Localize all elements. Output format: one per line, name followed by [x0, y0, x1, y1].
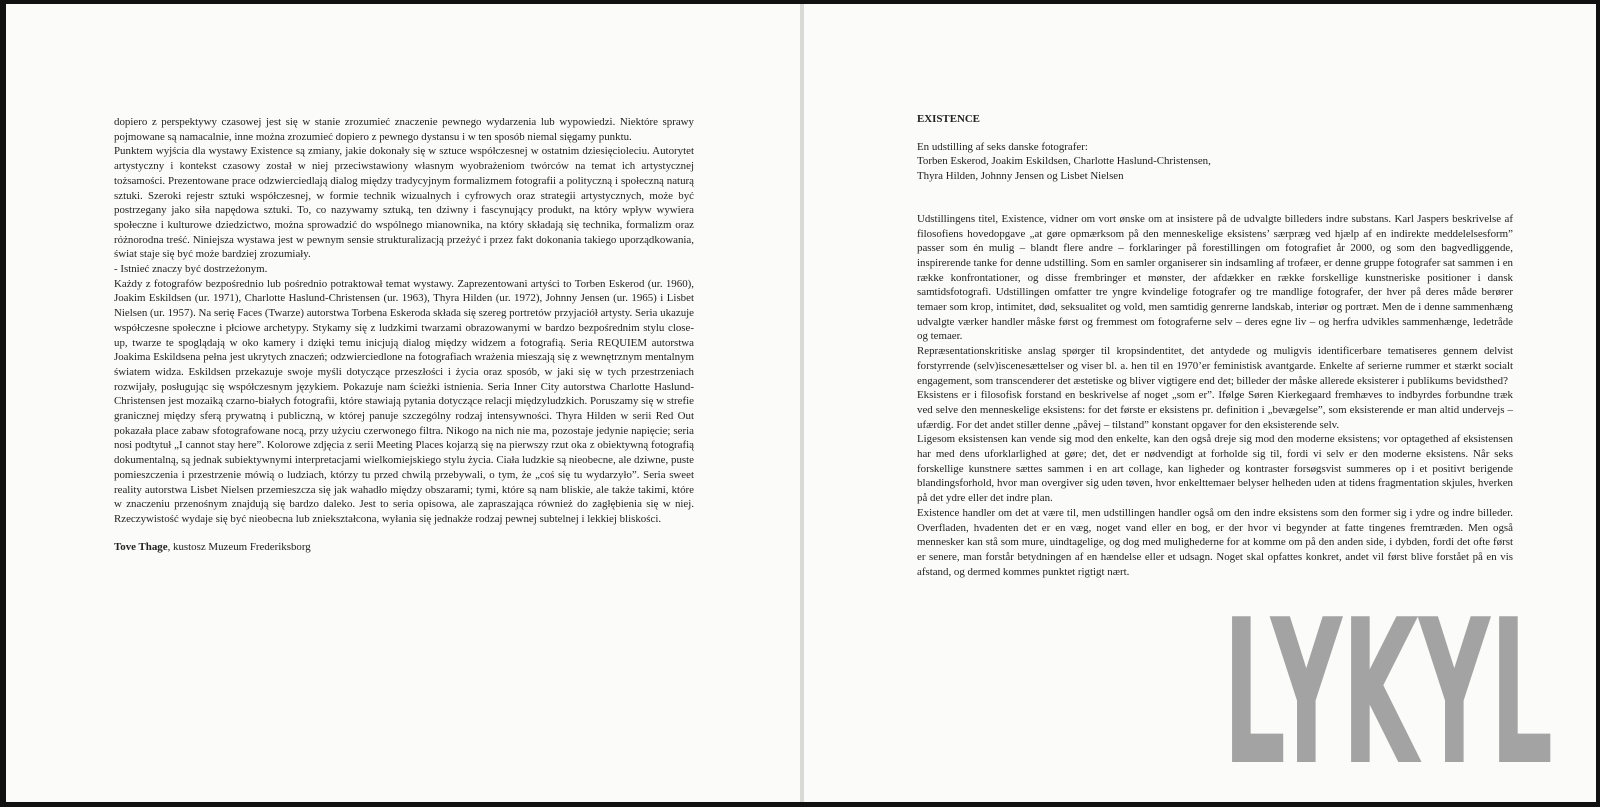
section-heading: EXISTENCE: [917, 113, 980, 125]
paragraph: - Istnieć znaczy być dostrzeżonym.: [114, 263, 268, 276]
lykyl-watermark: [1218, 612, 1558, 772]
paragraph: Existence handler om det at være til, men udstillingen handler også om den indre eksistens som den former sig i ydre og indre billeder. Overfladen, hvadenten det er en væg, noget vand eller en bog, er der hvor vi begynder at fatte tingenes fremtræden. Men også mennesker kan stå som mure, uindtagelige, og dog med mulighederne for at komme om på den anden side, i dybden, fordi det ofte først er senere, man forstår betydningen af en hændelse eller et udsagn. Noget skal opfattes konkret, andet vil først blive forstået på en vis afstand, og dermed kommes punktet rigtigt nært.: [917, 506, 1513, 578]
intro-line: Thyra Hilden, Johnny Jensen og Lisbet Nielsen: [917, 170, 1124, 183]
polish-text-column: [114, 115, 694, 554]
left-page: [6, 4, 800, 802]
paragraph: Punktem wyjścia dla wystawy Existence są zmiany, jakie dokonały się w sztuce współczesnej w ostatnim dziesięcioleciu. Autorytet artystyczny i kontekst czasowy został w niej przeciwstawiony własnym wyobrażeniom twórców na temat ich artystycznej tożsamości. Prezentowane prace odzwierciedlają dialog między tradycyjnym formalizmem fotografii a polityczną i społeczną naturą sztuki. Szeroki rejestr sztuki współczesnej, w formie technik wizualnych i cyfrowych oraz strategii artystycznych, może być postrzegany jako siła napędowa sztuki. To, co nazywamy sztuką, ten dziwny i fascynujący produkt, na który wpływ wywiera społeczne i kulturowe dziedzictwo, można sprowadzić do wspólnego mianownika, na który składają się technika, formalizm oraz różnorodna treść. Niniejsza wystawa jest w pewnym sensie strukturalizacją przeżyć i przez fakt dokonania takiego uporządkowania, świat staje się być może bardziej zrozumiały.: [114, 145, 694, 261]
signature-name: Tove Thage: [114, 540, 168, 553]
paragraph: Każdy z fotografów bezpośrednio lub pośrednio potraktował temat wystawy. Zaprezentowani artyści to Torben Eskerod (ur. 1960), Joakim Eskildsen (ur. 1971), Charlotte Haslund-Christensen (ur. 1963), Thyra Hilden (ur. 1972), Johnny Jensen (ur. 1965) i Lisbet Nielsen (ur. 1957). Na serię Faces (Twarze) autorstwa Torbena Eskeroda składa się szereg portretów przyjaciół artysty. Seria ukazuje współczesne społeczne i płciowe archetypy. Stykamy się z ludzkimi twarzami obrazowanymi w bardzo bezpośrednim stylu close-up, twarze te spoglądają w oko kamery i dzięki temu inicjują dialog między widzem a fotografią. Seria REQUIEM autorstwa Joakima Eskildsena pełna jest ukrytych znaczeń; odzwierciedlone na fotografiach wrażenia mieszają się z wewnętrznym mentalnym światem widza. Eskildsen przekazuje swoje myśli dotyczące przeszłości i życia oraz sposób, w jaki się w tych przestrzeniach rozwijały, posługując się współczesnym językiem. Pokazuje nam ścieżki istnienia. Seria Inner City autorstwa Charlotte Haslund-Christensen jest mozaiką czarno-białych fotografii, które stawiają pytania dotyczące relacji międzyludzkich. Poruszamy się w strefie granicznej między sferą prywatną i publiczną, w której panuje szczególny rodzaj intensywności. Thyra Hilden w serii Red Out pokazała place zabaw sfotografowane nocą, przy użyciu czerwonego filtra. Nikogo na nich nie ma, pozostaje jedynie napięcie; seria nosi podtytuł „I cannot stay here”. Kolorowe zdjęcia z serii Meeting Places kojarzą się na pierwszy rzut oka z obiektywną fotografią dokumentalną, są jednak subiektywnymi interpretacjami wielkomiejskiego stylu życia. Ciała ludzkie są nieobecne, ale dziwne, puste pomieszczenia i przestrzenie mówią o ludziach, którzy tu przed chwilą przebywali, o tym, że „coś się tu wydarzyło”. Seria sweet reality autorstwa Lisbet Nielsen przemieszcza się jak wahadło między obszarami; tymi, które są nam bliskie, ale także takimi, które w znaczeniu przenośnym znajdują się bardzo daleko. Jest to seria opisowa, ale zapraszająca również do zagłębienia się w niej. Rzeczywistość wydaje się być nieobecna lub zniekształcona, wyłania się jednakże rodzaj pewnej subtelnej i lekkiej bliskości.: [114, 277, 694, 525]
signature-role: , kustosz Muzeum Frederiksborg: [167, 540, 311, 553]
paragraph: Udstillingens titel, Existence, vidner om vort ønske om at insistere på de udvalgte billeders indre substans. Karl Jaspers beskrivelse af filosofiens hovedopgave „at gøre opmærksom på den menneskelige eksistens’ særpræg ved hjælp af en indirekte meddelelsesform” passer som én mulig – blandt flere andre – forklaringer på forestillingen om fotografiet år 2000, og som den bagvedliggende, inspirerende tanke for denne udstilling. Som en samler organiserer sin indsamling af trofæer, er denne gruppe fotografer sat sammen i en række konfrontationer, og disse frembringer et mønster, der afdækker en række forskellige kunstneriske positioner i dansk samtidsfotografi. Udstillingen omfatter tre yngre kvindelige fotografer og tre mandlige fotografer, der hver på deres måde berører temaer som krop, intimitet, død, seksualitet og vold, men samtidig genrerne landskab, interiør og portræt. Men de i denne sammenhæng udvalgte værker handler måske først og fremmest om fotograferne selv – deres egne liv – og herfra udvikles sammenhænge, ledetråde og temaer.: [917, 212, 1513, 343]
intro-line: En udstilling af seks danske fotografer:: [917, 140, 1088, 153]
signature: [114, 540, 694, 555]
paragraph: Eksistens er i filosofisk forstand en beskrivelse af noget „som er”. Ifølge Søren Kierkegaard fremhæves to indbyrdes forbundne træk ved selve den menneskelige eksistens: for det første er eksistens pr. definition i „bevægelse”, som eksisterende er man altid undervejs – ufærdig. For det andet stiller denne „påvej – tilstand” konstant opgaver for den eksisterende selv.: [917, 389, 1513, 431]
right-page: [804, 4, 1596, 802]
paragraph: Ligesom eksistensen kan vende sig mod den enkelte, kan den også dreje sig mod den moderne eksistens; vor optagethed af eksistensen har med dens uforklarlighed at gøre; det, det er nødvendigt at forholde sig til, fordi vi selv er den moderne eksistens. Når seks forskellige kunstnere sættes sammen i en art collage, kan ligheder og kontraster forsøgsvist summeres op i et positivt berigende blandingsforhold, hvor man overgiver sig uden tøven, hvor enkelttemaer belyser helheden uden at tidens fragmentation skjules, hverken på det ydre eller det indre plan.: [917, 433, 1513, 505]
danish-text-column: [917, 112, 1513, 579]
paragraph: Repræsentationskritiske anslag spørger til kropsindentitet, det antydede og muligvis identificerbare tematiseres gennem delvist forstyrrende (selv)iscenesættelser og viser bl. a. hen til en 1970’er feministisk avantgarde. Enkelte af serierne rummer et stærkt socialt engagement, som transcenderer det æstetiske og bliver vigtigere end det; billeder der måske allerede eksisterer i publikums bevidsthed?: [917, 345, 1513, 387]
watermark-text: LYKYL: [1223, 612, 1553, 772]
intro-line: Torben Eskerod, Joakim Eskildsen, Charlotte Haslund-Christensen,: [917, 155, 1211, 168]
paragraph: dopiero z perspektywy czasowej jest się w stanie zrozumieć znaczenie pewnego wydarzenia lub wypowiedzi. Niektóre sprawy pojmowane są namacalnie, inne można zrozumieć dopiero z pewnego dystansu i w ten sposób niemal sięgamy punktu.: [114, 116, 694, 143]
